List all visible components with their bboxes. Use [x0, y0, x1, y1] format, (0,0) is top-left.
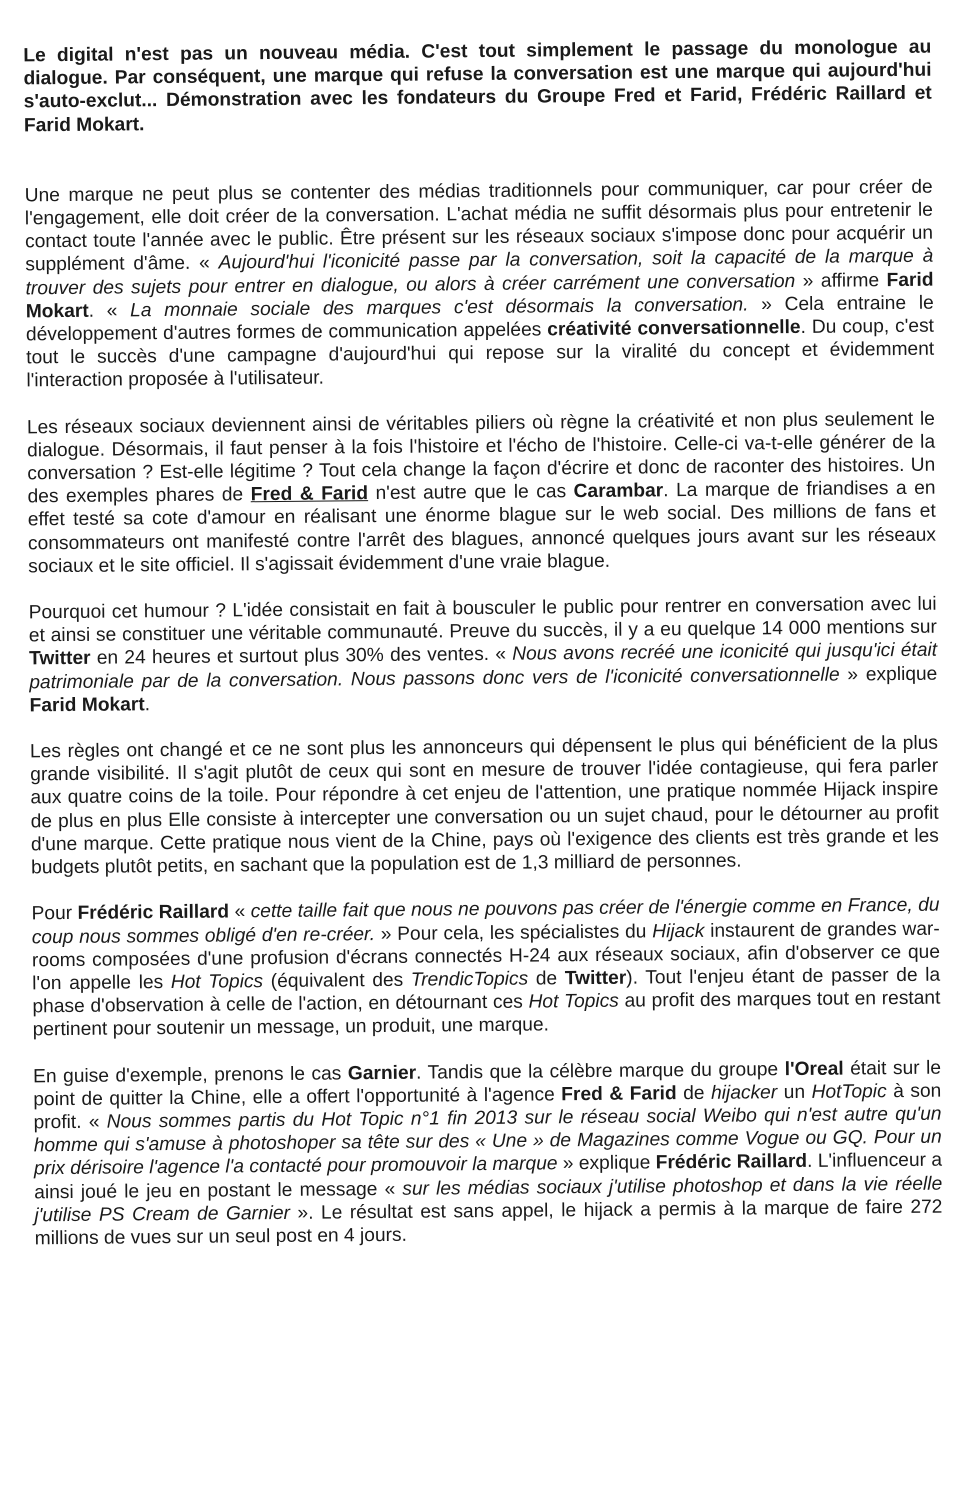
- p1-text-2: » affirme: [795, 269, 887, 292]
- p5-text-5: (équivalent des: [263, 969, 411, 993]
- p3-text-2: en 24 heures et surtout plus 30% des ventes. «: [90, 644, 513, 670]
- p1-text-4: » Cela entraine le développement d'autres formes de communication appelées: [25, 292, 934, 346]
- p6-text-7: » explique: [557, 1152, 656, 1175]
- p3-text-3: » explique: [839, 663, 938, 686]
- paragraph-6: [33, 1056, 943, 1250]
- paragraph-3: [29, 593, 938, 718]
- p6-text-3: était sur le point de quitter la Chine, elle a offert l'opportunité à l'agence: [33, 1057, 942, 1111]
- p3-brand-twitter: Twitter: [29, 648, 91, 670]
- paragraph-4: Les règles ont changé et ce ne sont plus les annonceurs qui dépensent le plus qui bénéficient de la plus grande visibilité. Il s'agit plutôt de ceux qui sont en mesure de trouver l'idée contagieuse, qui fera parler aux quatre coins de la toile. Pour répondre à cet enjeu de l'attention, une pratique nommée Hijack inspire de plus en plus Elle consiste à intercepter une conversation ou un sujet chaud, pour le détourner au profit d'une marque. Cette pratique nous vient de la Chine, pays où l'exigence des clients est très grande et les budgets plutôt petits, en sachant que la population est de 1,3 milliard de personnes.: [29, 732, 939, 879]
- p5-quote-1: cette taille fait que nous ne pouvons pas créer de l'énergie comme en France, du coup nous sommes obligé d'en re-créer.: [31, 894, 940, 948]
- p2-text-3: . La marque de friandises a en effet testé sa cote d'amour en réalisant une énorme blague sur le web social. Des millions de fans et consommateurs ont manifesté contre l'arrêt des blagues, annoncé quelques jours avant sur les réseaux sociaux et le site officiel. Il s'agissait évidemment d'une vraie blague.: [27, 477, 937, 578]
- p5-term-hijack: Hijack: [652, 920, 705, 942]
- p5-term-trendictopics: TrendicTopics: [410, 968, 529, 991]
- p6-brand-garnier: Garnier: [347, 1062, 417, 1084]
- p1-term-creativite: créativité conversationnelle: [547, 316, 801, 341]
- p1-quote-1: Aujourd'hui l'iconicité passe par la conversation, soit la capacité de la marque à trouver des sujets pour entrer en dialogue, ou alors à créer carrément une conversation: [25, 246, 934, 300]
- p1-text-1: Une marque ne peut plus se contenter des médias traditionnels pour communiquer, car pour créer de l'engagement, elle doit créer de la conversation. L'achat média ne suffit désormais plus pour entretenir le contact toute l'année avec le public. Être présent sur les réseaux sociaux s'impose donc pour acquérir un supplément d'âme. «: [24, 176, 934, 276]
- p6-name-frederic-raillard: Frédéric Raillard: [655, 1151, 808, 1174]
- p2-text-1: Les réseaux sociaux deviennent ainsi de véritables piliers où règne la créativité et non plus seulement le dialogue. Désormais, il faut penser à la fois l'histoire et l'écho de l'histoire. Celle-ci va-t-elle générer de la conversation ? Est-elle légitime ? Tout cela change la façon d'écrire et donc de raconter des histoires. Un des exemples phares de: [26, 408, 936, 508]
- p6-agency-fred-farid: Fred & Farid: [561, 1082, 677, 1105]
- p3-text-1: Pourquoi cet humour ? L'idée consistait en fait à bousculer le public pour rentrer en conversation avec lui et ainsi se constituer une véritable communauté. Preuve du succès, il y a eu quelque 14 000 mentions sur: [28, 593, 937, 647]
- p5-text-2: «: [228, 901, 251, 923]
- p6-text-6: à son profit. «: [33, 1080, 942, 1134]
- p6-text-4: de: [676, 1082, 712, 1104]
- p2-text-2: n'est autre que le cas: [367, 481, 574, 505]
- p6-text-2: . Tandis que la célèbre marque du groupe: [416, 1058, 785, 1084]
- article-lead: Le digital n'est pas un nouveau média. C'est tout simplement le passage du monologue au dialogue. Par conséquent, une marque qui refuse la conversation est une marque qui aujourd'hui s'auto-exclut... Démonstration avec les fondateurs du Groupe Fred et Farid, Frédéric Raillard et Farid Mokart.: [23, 36, 932, 136]
- p5-name-frederic-raillard: Frédéric Raillard: [77, 901, 230, 925]
- p6-text-1: En guise d'exemple, prenons le cas: [33, 1062, 348, 1087]
- p3-text-4: .: [144, 694, 151, 716]
- p5-text-7: ). Tout l'enjeu étant de passer de la phase d'observation à celle de l'action, en détournant ces: [32, 964, 941, 1018]
- p3-quote-1: Nous avons recréé une iconicité qui jusqu'ici était patrimoniale par de la conversation. Nous passons donc vers de l'iconicité conversationnelle: [29, 640, 938, 694]
- p5-text-4: instaurent de grandes war-rooms composées d'une profusion d'écrans connectés H-24 aux réseaux sociaux, afin d'observer ce que l'on appelle les: [31, 918, 941, 995]
- p6-quote-1: Nous sommes partis du Hot Topic n°1 fin 2013 sur le réseau social Weibo qui n'est autre qu'un homme qui s'amuse à photoshoper sa tête sur des « Une » de Magazines comme Vogue ou GQ. Pour un prix dérisoire l'agence l'a contacté pour promouvoir la marque: [33, 1103, 942, 1180]
- p5-brand-twitter: Twitter: [564, 967, 627, 990]
- p1-name-farid-mokart: Farid Mokart: [25, 269, 934, 323]
- paragraph-1: [25, 175, 935, 393]
- paragraph-5: [31, 894, 940, 1042]
- p5-text-8: au profit des marques tout en restant pertinent pour soutenir un message, un produit, une marque.: [32, 987, 941, 1041]
- paragraph-2: [27, 407, 937, 578]
- p5-term-hot-topics: Hot Topics: [170, 971, 264, 993]
- p6-term-hottopic: HotTopic: [811, 1080, 887, 1103]
- p6-quote-2: sur les médias sociaux j'utilise photoshop et dans la vie réelle j'utilise PS Cream de Garnier: [34, 1173, 943, 1227]
- p6-text-5: un: [777, 1081, 812, 1103]
- p5-text-3: » Pour cela, les spécialistes du: [374, 920, 653, 945]
- p5-text-6: de: [528, 968, 565, 990]
- p6-brand-loreal: l'Oreal: [784, 1058, 844, 1080]
- p1-text-3: . «: [88, 300, 131, 322]
- p3-name-farid-mokart: Farid Mokart: [29, 694, 145, 717]
- p2-brand-carambar: Carambar: [573, 480, 664, 503]
- p6-text-9: ». Le résultat est sans appel, le hijack a permis à la marque de faire 272 millions de vues sur un seul post en 4 jours.: [34, 1196, 943, 1250]
- p1-text-5: . Du coup, c'est tout le succès d'une campagne d'aujourd'hui qui repose sur la viralité du concept et évidemment l'interaction proposée à l'utilisateur.: [26, 315, 935, 392]
- p2-link-fred-farid: Fred & Farid: [250, 483, 369, 506]
- p6-text-8: . L'influenceur a ainsi joué le jeu en postant le message «: [34, 1149, 943, 1203]
- p5-text-1: Pour: [31, 903, 78, 925]
- p6-term-hijacker: hijacker: [710, 1081, 778, 1104]
- p1-quote-2: La monnaie sociale des marques c'est désormais la conversation.: [130, 294, 749, 322]
- p5-term-hot-topics-2: Hot Topics: [528, 990, 619, 1013]
